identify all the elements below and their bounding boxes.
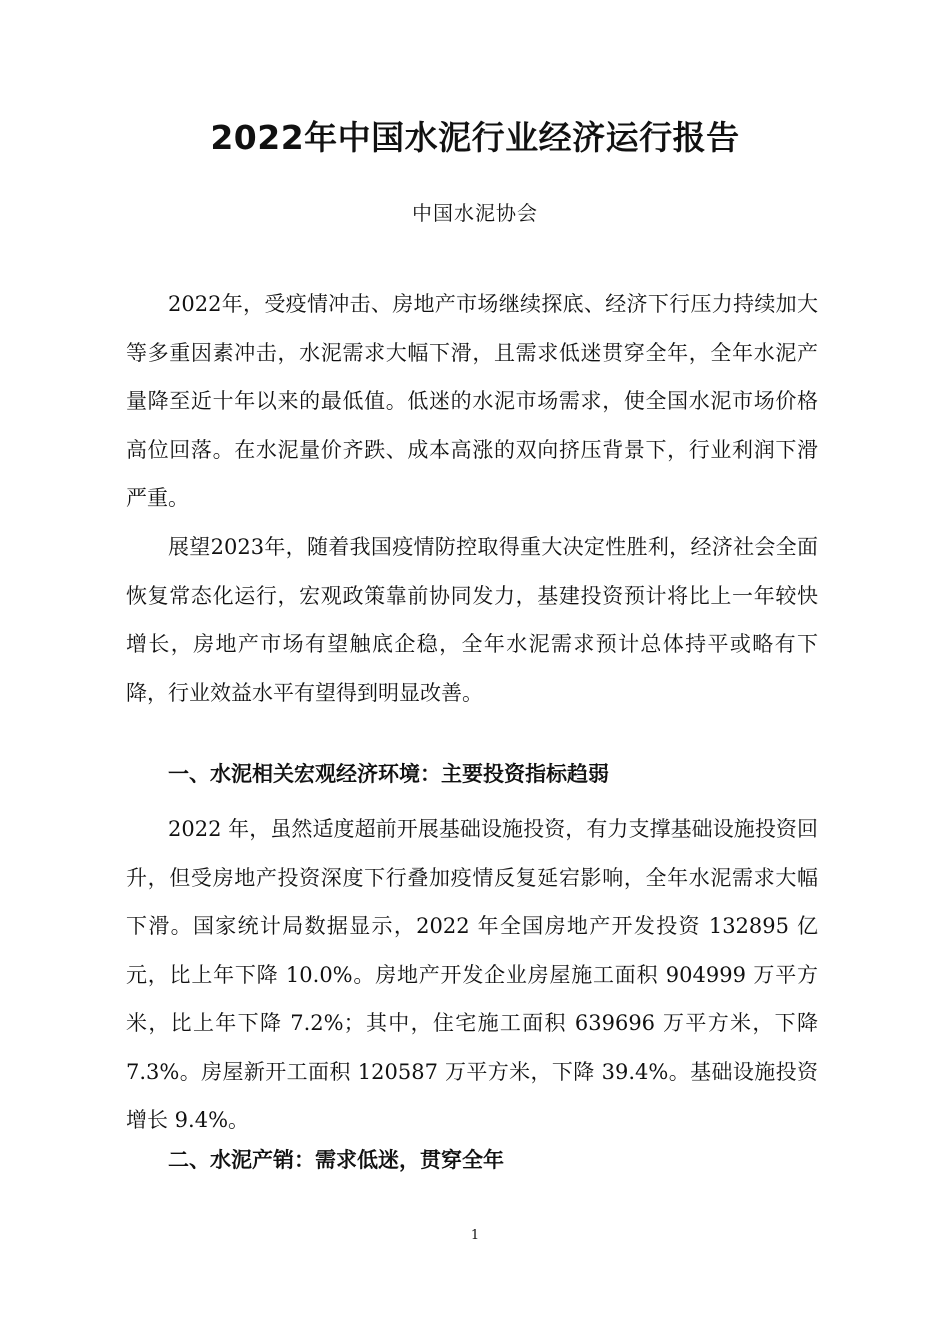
page-number: 1 bbox=[470, 1228, 480, 1243]
paragraph-intro: 2022年，受疫情冲击、房地产市场继续探底、经济下行压力持续加大等多重因素冲击，水泥需求大幅下滑，且需求低迷贯穿全年，全年水泥产量降至近十年以来的最低值。低迷的水泥市场需求，使全国水泥市场价格高位回落。在水泥量价齐跌、成本高涨的双向挤压背景下，行业利润下滑严重。 bbox=[126, 292, 818, 510]
paragraph-outlook: 展望2023年，随着我国疫情防控取得重大决定性胜利，经济社会全面恢复常态化运行，宏观政策靠前协同发力，基建投资预计将比上一年较快增长，房地产市场有望触底企稳，全年水泥需求预计总体持平或略有下降，行业效益水平有望得到明显改善。 bbox=[126, 535, 818, 705]
section-heading-1: 一、水泥相关宏观经济环境：主要投资指标趋弱 bbox=[168, 762, 609, 786]
document-title: 2022年中国水泥行业经济运行报告 bbox=[210, 118, 740, 157]
paragraph-macro: 2022 年，虽然适度超前开展基础设施投资，有力支撑基础设施投资回升，但受房地产投资深度下行叠加疫情反复延宕影响，全年水泥需求大幅下滑。国家统计局数据显示，2022 年全国房地产开发投资 132895 亿元，比上年下降 10.0%。房地产开发企业房屋施工面积 904999 万平方米，比上年下降 7.2%；其中，住宅施工面积 639696 万平方米，下降 7.3%。房屋新开工面积 120587 万平方米，下降 39.4%。基础设施投资增长 9.4%。 bbox=[126, 817, 818, 1132]
section-heading-2: 二、水泥产销：需求低迷，贯穿全年 bbox=[168, 1148, 504, 1172]
document-author: 中国水泥协会 bbox=[412, 201, 538, 225]
